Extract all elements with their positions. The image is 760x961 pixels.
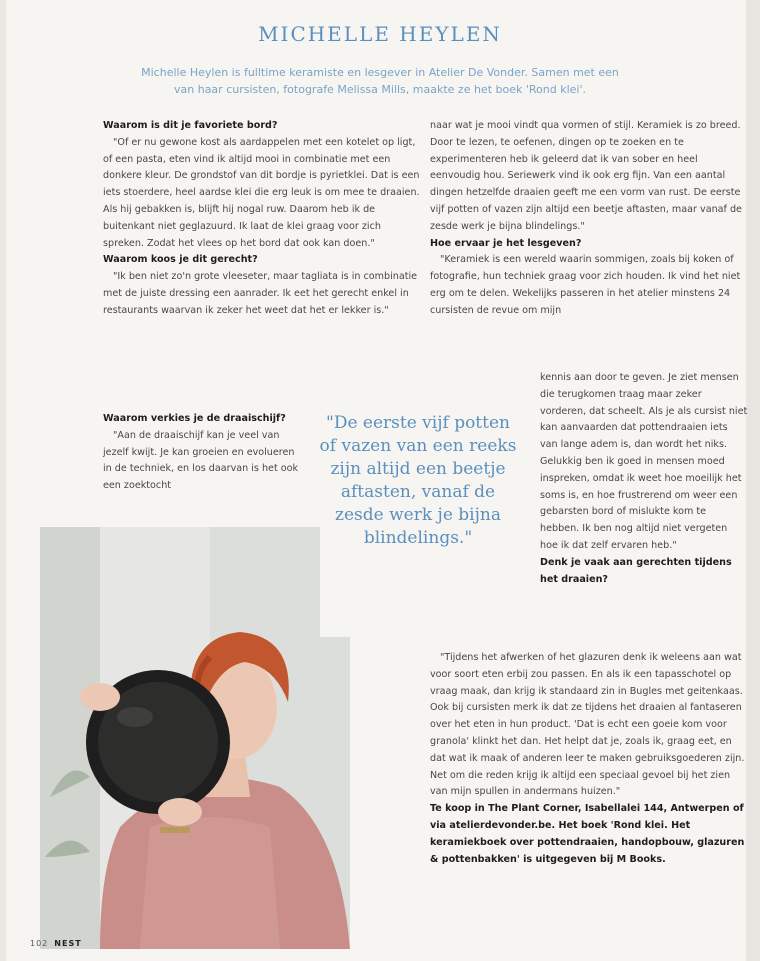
article-intro: Michelle Heylen is fulltime keramiste en lesgever in Atelier De Vonder. Samen met een van haar cursisten, fotografe Melissa Mills, maakte ze het boek 'Rond klei'. bbox=[141, 66, 619, 96]
article-title: MICHELLE HEYLEN bbox=[258, 22, 502, 46]
question-dishes: Denk je vaak aan gerechten tijdens het draaien? bbox=[540, 556, 732, 585]
question-dish: Waarom koos je dit gerecht? bbox=[103, 254, 258, 266]
question-teaching: Hoe ervaar je het lesgeven? bbox=[430, 237, 582, 249]
right-column bbox=[430, 118, 748, 320]
answer-wheel-continued: naar wat je mooi vindt qua vormen of stijl. Keramiek is zo breed. Door te lezen, te oefenen, dingen op te zoeken en te experimenteren heb ik geleerd dat ik van sober en heel eenvoudig hou. Seriewerk vind ik ook erg fijn. Van een aantal dingen hetzelfde draaien geeft me een vorm van rust. De eerste vijf potten of vazen zijn altijd een beetje aftasten, maar vanaf de zesde werk je bijna blindelings." bbox=[430, 120, 742, 232]
question-wheel: Waarom verkies je de draaischijf? bbox=[103, 413, 286, 424]
page-edge bbox=[746, 0, 760, 961]
question-favorite-plate: Waarom is dit je favoriete bord? bbox=[103, 120, 278, 131]
photo-notch bbox=[320, 527, 360, 637]
answer-dishes: "Tijdens het afwerken of het glazuren denk ik weleens aan wat voor soort eten erbij zou passen. En als ik een tapasschotel op vraag maak, dan krijg ik standaard zin in Bugles met geitenkaas. Ook bij cursisten merk ik dat ze tijdens het draaien al fantaseren over het eten in hun product. 'Dat is echt een goeie kom voor granola' klinkt het dan. Het helpt dat je, zoals ik, graag eet, en dat wat ik maak of anderen leer te maken gebruiksgoederen zijn. Net om die reden krijg ik altijd een speciaal gevoel bij het zien van mijn spullen in andermans huizen." bbox=[430, 652, 745, 798]
magazine-name: NEST bbox=[54, 939, 82, 948]
portrait-illustration bbox=[40, 527, 350, 949]
answer-teaching-continued: kennis aan door te geven. Je ziet mensen die terugkomen traag maar zeker vorderen, dat scheelt. Als je als cursist niet kan aanvaarden dat pottendraaien iets van lange adem is, dan wordt het niks. Gelukkig ben ik goed in mensen moed inspreken, omdat ik weet hoe moeilijk het soms is, en hoe frustrerend om weer een gebarsten bord of mislukte kom te hebben. Ik ben nog altijd niet vergeten hoe ik dat zelf ervaren heb." bbox=[540, 372, 748, 551]
right-column-bottom bbox=[430, 650, 748, 868]
left-column-short bbox=[103, 411, 303, 495]
answer-favorite-plate: "Of er nu gewone kost als aardappelen met een kotelet op ligt, of een pasta, eten vind ik altijd mooi in combinatie met een donkere kleur. De grondstof van dit bordje is pyrietklei. Dat is een iets stoerdere, heel aardse klei die erg leuk is om mee te draaien. Als hij gebakken is, blijft hij nogal ruw. Daarom heb ik de buitenkant niet geglazuurd. Ik laat de klei graag voor zich spreken. Zodat het vlees op het bord dat ook kan doen." bbox=[103, 136, 420, 249]
portrait-photo bbox=[40, 527, 350, 949]
purchase-info: Te koop in The Plant Corner, Isabellalei 144, Antwerpen of via atelierdevonder.be. Het boek 'Rond klei. Het keramiekboek over pottendraaien, handopbouw, glazuren & pottenbakken' is uitgegeven bij M Books. bbox=[430, 803, 745, 865]
answer-teaching: "Keramiek is een wereld waarin sommigen, zoals bij koken of fotografie, hun techniek graag voor zich houden. Ik vind het niet erg om te delen. Wekelijks passeren in het atelier minstens 24 cursisten de revue om mijn bbox=[430, 254, 741, 316]
answer-wheel: "Aan de draaischijf kan je veel van jezelf kwijt. Je kan groeien en evolueren in de techniek, en los daarvan is het ook een zoektocht bbox=[103, 429, 299, 492]
right-column-narrow bbox=[540, 370, 748, 588]
pull-quote: "De eerste vijf potten of vazen van een reeks zijn altijd een beetje aftasten, vanaf de zesde werk je bijna blindelings." bbox=[319, 413, 517, 548]
page-gutter bbox=[0, 0, 6, 961]
left-column bbox=[103, 118, 421, 320]
answer-dish: "Ik ben niet zo'n grote vleeseter, maar tagliata is in combinatie met de juiste dressing een aanrader. Ik eet het gerecht enkel in restaurants waarvan ik zeker het weet dat het er lekker is." bbox=[103, 271, 418, 316]
page-footer bbox=[30, 939, 82, 948]
page-number: 102 bbox=[30, 939, 49, 948]
